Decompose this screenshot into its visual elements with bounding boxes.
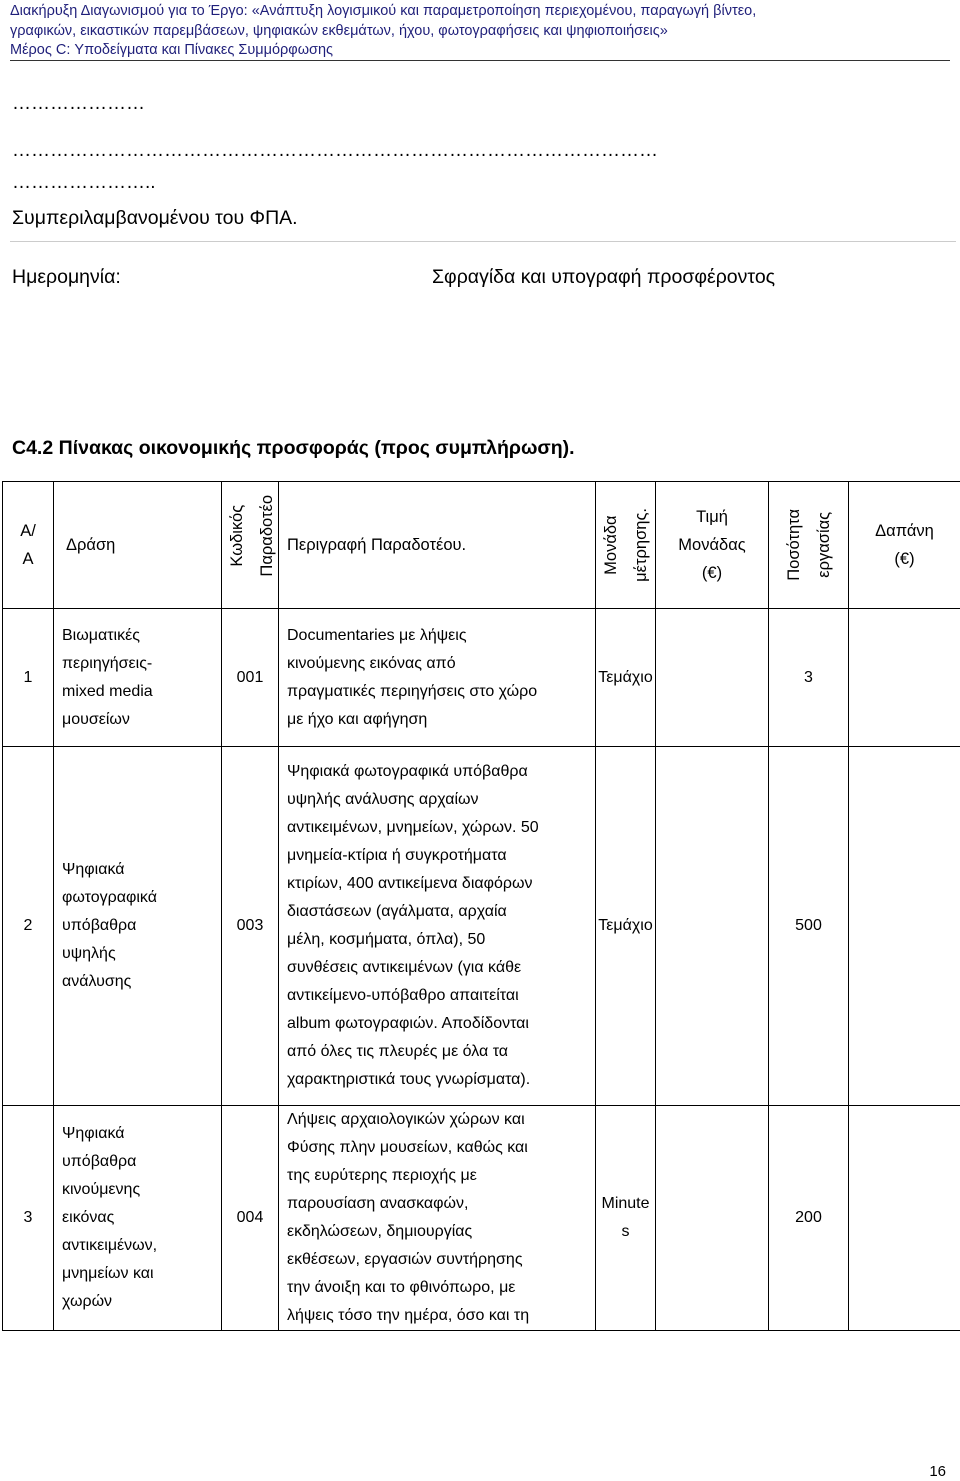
row-description: Λήψεις αρχαιολογικών χώρων και Φύσης πλην μουσείων, καθώς και της ευρύτερης περιοχής με παρουσίαση ανασκαφών, εκδηλώσεων, δημιουργίας εκθέσεων, εργασιών συντήρησης την άνοιξη και το φθινόπωρο, με λήψεις τόσο την ημέρα, όσο και τη bbox=[279, 1106, 596, 1331]
row-aa: 2 bbox=[3, 747, 54, 1106]
table-row bbox=[3, 1106, 960, 1331]
row-unit: Τεμάχιο bbox=[596, 609, 656, 747]
page-number: 16 bbox=[929, 1463, 946, 1480]
header-deliverable-code: Κωδικός Παραδοτέο bbox=[222, 482, 279, 609]
document-header bbox=[10, 2, 950, 61]
table-row bbox=[3, 747, 960, 1106]
header-quantity: Ποσότητα εργασίας bbox=[769, 482, 849, 609]
header-description: Περιγραφή Παραδοτέου. bbox=[279, 482, 596, 609]
header-line-3: Μέρος C: Υποδείγματα και Πίνακες Συμμόρφωσης bbox=[10, 42, 334, 58]
row-quantity: 500 bbox=[769, 747, 849, 1106]
row-cost[interactable] bbox=[849, 1106, 960, 1331]
fill-in-dots-3: ………………….. bbox=[12, 172, 156, 193]
row-unit-price[interactable] bbox=[656, 747, 769, 1106]
row-code: 001 bbox=[222, 609, 279, 747]
row-aa: 1 bbox=[3, 609, 54, 747]
row-quantity: 3 bbox=[769, 609, 849, 747]
row-description: Documentaries με λήψεις κινούμενης εικόνας από πραγματικές περιηγήσεις στο χώρο με ήχο και αφήγηση bbox=[279, 609, 596, 747]
header-unit: Μονάδα μέτρησης. bbox=[596, 482, 656, 609]
row-code: 004 bbox=[222, 1106, 279, 1331]
fill-in-dots-2: ………………………………………………………………………………………… bbox=[12, 140, 658, 161]
row-aa: 3 bbox=[3, 1106, 54, 1331]
table-header-row bbox=[3, 482, 960, 609]
header-cost: Δαπάνη (€) bbox=[849, 482, 960, 609]
fill-in-dots-1: ………………… bbox=[12, 93, 145, 114]
row-cost[interactable] bbox=[849, 747, 960, 1106]
row-quantity: 200 bbox=[769, 1106, 849, 1331]
vat-note: Συμπεριλαμβανομένου του ΦΠΑ. bbox=[12, 207, 298, 229]
table-row bbox=[3, 609, 960, 747]
row-action: Ψηφιακά υπόβαθρα κινούμενης εικόνας αντικειμένων, μνημείων και χωρών bbox=[54, 1106, 222, 1331]
header-divider bbox=[10, 60, 950, 61]
row-unit: Minute s bbox=[596, 1106, 656, 1331]
row-unit-price[interactable] bbox=[656, 1106, 769, 1331]
financial-offer-table bbox=[2, 481, 960, 1331]
row-unit: Τεμάχιο bbox=[596, 747, 656, 1106]
row-cost[interactable] bbox=[849, 609, 960, 747]
section-title: C4.2 Πίνακας οικονομικής προσφοράς (προς συμπλήρωση). bbox=[12, 437, 575, 459]
row-action: Βιωματικές περιηγήσεις- mixed media μουσείων bbox=[54, 609, 222, 747]
row-description: Ψηφιακά φωτογραφικά υπόβαθρα υψηλής ανάλυσης αρχαίων αντικειμένων, μνημείων, χώρων. 50 μνημεία-κτίρια ή συγκροτήματα κτιρίων, 400 αντικείμενα διαφόρων διαστάσεων (αγάλματα, αρχαία μέλη, κοσμήματα, όπλα), 50 συνθέσεις αντικειμένων (για κάθε αντικείμενο-υπόβαθρο απαιτείται album φωτογραφιών. Αποδίδονται από όλες τις πλευρές με όλα τα χαρακτηριστικά τους γνωρίσματα). bbox=[279, 747, 596, 1106]
row-action: Ψηφιακά φωτογραφικά υπόβαθρα υψηλής ανάλυσης bbox=[54, 747, 222, 1106]
signature-label: Σφραγίδα και υπογραφή προσφέροντος bbox=[432, 266, 776, 288]
header-line-2: γραφικών, εικαστικών παρεμβάσεων, ψηφιακών εκθεμάτων, ήχου, φωτογραφήσεις και ψηφιοποιήσεις» bbox=[10, 22, 668, 39]
header-action: Δράση bbox=[54, 482, 222, 609]
header-line-1: Διακήρυξη Διαγωνισμού για το Έργο: «Ανάπτυξη λογισμικού και παραμετροποίηση περιεχομένου, παραγωγή βίντεο, bbox=[10, 3, 757, 19]
date-label: Ημερομηνία: bbox=[12, 266, 121, 288]
row-unit-price[interactable] bbox=[656, 609, 769, 747]
header-aa: Α/ Α bbox=[3, 482, 54, 609]
header-unit-price: Τιμή Μονάδας (€) bbox=[656, 482, 769, 609]
form-divider bbox=[10, 241, 956, 242]
row-code: 003 bbox=[222, 747, 279, 1106]
